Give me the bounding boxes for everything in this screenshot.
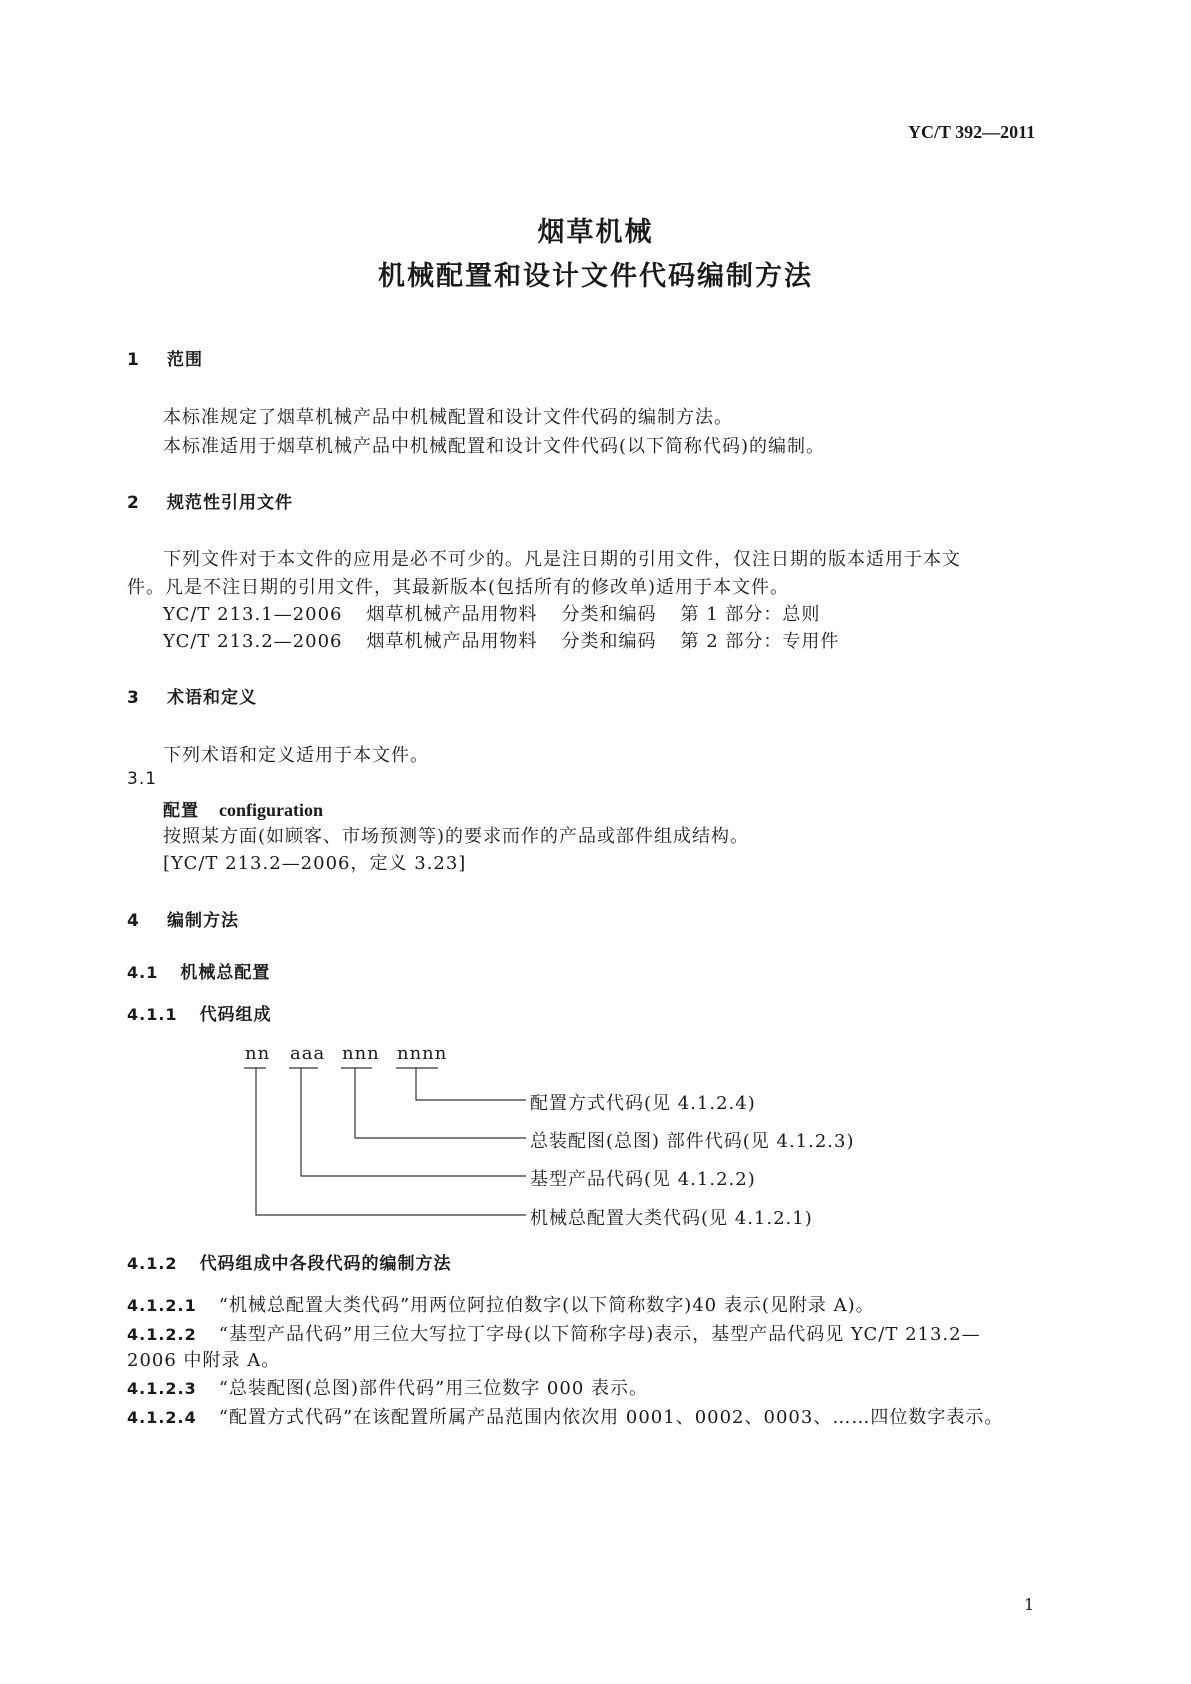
clause-text: “机械总配置大类代码”用两位阿拉伯数字(以下简称数字)40 表示(见附录 A)。 (218, 1295, 875, 1316)
section-number: 3 (127, 688, 140, 708)
subsection-number: 4.1.2 (127, 1254, 178, 1273)
standard-number: YC/T 392—2011 (908, 122, 1036, 142)
reference-code: YC/T 213.1—2006 (163, 604, 343, 625)
diagram-label: 基型产品代码(见 4.1.2.2) (530, 1169, 756, 1190)
clause-text: “配置方式代码”在该配置所属产品范围内依次用 0001、0002、0003、……四位数字表示。 (218, 1407, 1004, 1428)
clause-text: “总装配图(总图)部件代码”用三位数字 000 表示。 (218, 1378, 649, 1399)
page-number: 1 (1024, 1595, 1035, 1614)
term-definition: 按照某方面(如顾客、市场预测等)的要求而作的产品或部件组成结构。 (163, 826, 750, 847)
clause-number: 4.1.2.3 (127, 1379, 197, 1398)
subsection-number: 4.1.1 (127, 1005, 178, 1024)
subsection-title: 机械总配置 (180, 963, 271, 983)
leader-nn (256, 1068, 526, 1215)
term-chinese: 配置 (163, 801, 199, 821)
code-segment-aaa: aaa (290, 1043, 326, 1064)
clause-number: 4.1.2.1 (127, 1296, 197, 1315)
title-line-1: 烟草机械 (537, 217, 654, 248)
paragraph: 本标准适用于烟草机械产品中机械配置和设计文件代码(以下简称代码)的编制。 (163, 436, 826, 457)
reference-sub: 分类和编码 (561, 604, 657, 625)
reference-part: 第 2 部分：专用件 (680, 631, 840, 652)
section-number: 2 (127, 493, 140, 513)
leader-nnn (355, 1068, 526, 1138)
subsection-number: 4.1 (127, 963, 159, 982)
code-segment-nn: nn (245, 1043, 271, 1064)
code-segment-nnn: nnn (342, 1043, 380, 1064)
code-segment-nnnn: nnnn (397, 1043, 448, 1064)
reference-name: 烟草机械产品用物料 (366, 604, 538, 625)
reference-code: YC/T 213.2—2006 (163, 631, 343, 652)
section-title: 术语和定义 (167, 688, 257, 708)
section-title: 规范性引用文件 (167, 493, 293, 513)
term-source: [YC/T 213.2—2006，定义 3.23] (163, 853, 467, 874)
clause-continued: 2006 中附录 A。 (127, 1350, 281, 1371)
reference-part: 第 1 部分：总则 (680, 604, 821, 625)
clause-item (127, 1291, 875, 1317)
section-number: 1 (127, 350, 140, 370)
diagram-label: 配置方式代码(见 4.1.2.4) (530, 1093, 756, 1114)
subsection-title: 代码组成 (199, 1005, 272, 1025)
leader-nnnn (416, 1068, 526, 1100)
clause-number: 4.1.2.4 (127, 1408, 197, 1427)
clause-item (127, 1374, 648, 1400)
reference-name: 烟草机械产品用物料 (366, 631, 538, 652)
leader-aaa (301, 1068, 526, 1176)
clause-number: 4.1.2.2 (127, 1325, 197, 1344)
diagram-label: 机械总配置大类代码(见 4.1.2.1) (530, 1208, 813, 1229)
clause-item (127, 1320, 981, 1346)
paragraph-continued: 件。凡是不注日期的引用文件，其最新版本(包括所有的修改单)适用于本文件。 (127, 577, 790, 598)
paragraph: 下列文件对于本文件的应用是必不可少的。凡是注日期的引用文件，仅注日期的版本适用于本文 (163, 549, 961, 570)
section-number: 4 (127, 911, 140, 931)
section-title: 范围 (167, 350, 203, 370)
subsection-title: 代码组成中各段代码的编制方法 (199, 1254, 452, 1274)
term-english: configuration (219, 800, 324, 820)
section-title: 编制方法 (167, 911, 239, 931)
term-number: 3.1 (127, 769, 158, 789)
clause-text: “基型产品代码”用三位大写拉丁字母(以下简称字母)表示，基型产品代码见 YC/T 213.2— (218, 1324, 981, 1345)
reference-sub: 分类和编码 (561, 631, 657, 652)
clause-item (127, 1403, 1003, 1429)
subsection-4-1-2-heading (127, 1249, 452, 1274)
paragraph: 下列术语和定义适用于本文件。 (163, 745, 429, 766)
title-line-2: 机械配置和设计文件代码编制方法 (378, 261, 813, 292)
diagram-label: 总装配图(总图) 部件代码(见 4.1.2.3) (530, 1131, 855, 1152)
paragraph: 本标准规定了烟草机械产品中机械配置和设计文件代码的编制方法。 (163, 407, 733, 428)
